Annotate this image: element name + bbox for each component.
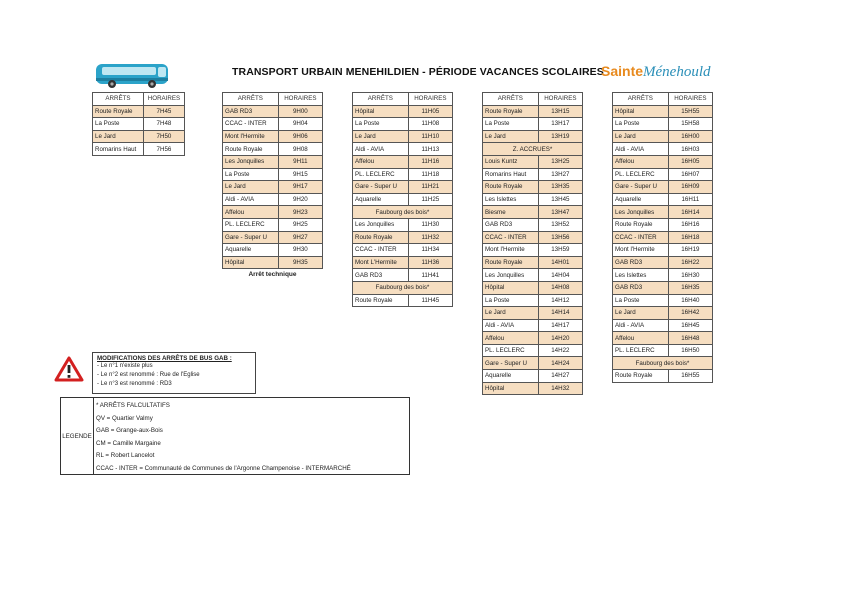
stop-name-cell: Mont l'Hermite — [223, 130, 279, 143]
stop-time-cell: 7H48 — [143, 118, 184, 131]
legend-item: GAB = Grange-aux-Bois — [96, 427, 163, 435]
stop-name-cell: CCAC - INTER — [613, 231, 669, 244]
legend-item: RL = Robert Lancelot — [96, 452, 155, 460]
stop-name-cell: Gare - Super U — [613, 181, 669, 194]
stop-name-cell: Les Jonquilles — [613, 206, 669, 219]
table-row — [483, 206, 583, 219]
table-row — [613, 370, 713, 383]
stop-time-cell: 9H27 — [278, 231, 322, 244]
table-row — [483, 181, 583, 194]
stop-time-cell: 11H10 — [408, 130, 452, 143]
stop-time-cell: 13H19 — [538, 130, 582, 143]
stop-time-cell: 9H23 — [278, 206, 322, 219]
table-row — [223, 181, 323, 194]
table-row — [353, 269, 453, 282]
stop-name-cell: La Poste — [613, 294, 669, 307]
table-row — [223, 244, 323, 257]
stop-name-cell: PL. LECLERC — [353, 168, 409, 181]
stop-time-cell: 9H17 — [278, 181, 322, 194]
stop-name-cell: Aquarelle — [483, 370, 539, 383]
table-header-row — [353, 93, 453, 106]
column-header-stop: ARRÊTS — [93, 93, 144, 106]
table-row — [93, 118, 185, 131]
stop-name-cell: Les Jonquilles — [483, 269, 539, 282]
stop-name-cell: Le Jard — [613, 307, 669, 320]
stop-time-cell: 13H52 — [538, 218, 582, 231]
stop-time-cell: 11H45 — [408, 294, 452, 307]
technical-stop-note: Arrêt technique — [248, 271, 297, 278]
stop-time-cell: 16H07 — [668, 168, 712, 181]
stop-name-cell: GAB RD3 — [223, 105, 279, 118]
stop-name-cell: Route Royale — [93, 105, 144, 118]
table-row — [613, 155, 713, 168]
table-row — [483, 269, 583, 282]
table-row — [483, 143, 583, 156]
column-header-time: HORAIRES — [408, 93, 452, 106]
legend-label: LEGENDE — [61, 398, 94, 474]
stop-name-cell: CCAC - INTER — [483, 231, 539, 244]
stop-time-cell: 11H32 — [408, 231, 452, 244]
table-header-row — [483, 93, 583, 106]
table-row — [483, 382, 583, 395]
stop-name-cell: Hôpital — [353, 105, 409, 118]
stop-name-cell: PL. LECLERC — [223, 218, 279, 231]
stop-time-cell: 9H08 — [278, 143, 322, 156]
stop-name-cell: Route Royale — [483, 181, 539, 194]
stop-time-cell: 16H05 — [668, 155, 712, 168]
column-header-stop: ARRÊTS — [353, 93, 409, 106]
stop-name-cell: Aquarelle — [223, 244, 279, 257]
table-row — [223, 105, 323, 118]
table-row — [223, 218, 323, 231]
stop-name-cell: Les Jonquilles — [223, 155, 279, 168]
logo-part1: Sainte — [601, 63, 644, 79]
stop-name-cell: La Poste — [483, 294, 539, 307]
stop-name-cell: Affelou — [223, 206, 279, 219]
stop-name-cell: GAB RD3 — [613, 256, 669, 269]
stop-name-cell: Mont l'Hermite — [483, 244, 539, 257]
column-header-time: HORAIRES — [668, 93, 712, 106]
table-row — [613, 105, 713, 118]
stop-time-cell: 15H55 — [668, 105, 712, 118]
table-row — [353, 143, 453, 156]
table-row — [483, 319, 583, 332]
stop-time-cell: 9H35 — [278, 256, 322, 269]
stop-name-cell: Hôpital — [483, 382, 539, 395]
table-row — [613, 181, 713, 194]
stop-time-cell: 14H04 — [538, 269, 582, 282]
table-row — [483, 168, 583, 181]
table-row — [93, 130, 185, 143]
stop-name-cell: Le Jard — [93, 130, 144, 143]
stop-name-cell: Louis Kuntz — [483, 155, 539, 168]
stop-time-cell: 9H04 — [278, 118, 322, 131]
stop-name-cell: Le Jard — [353, 130, 409, 143]
stop-name-cell: Hôpital — [483, 281, 539, 294]
table-row — [223, 231, 323, 244]
stop-name-cell: Aquarelle — [613, 193, 669, 206]
stop-name-cell: Aldi - AVIA — [613, 143, 669, 156]
stop-name-cell: Aquarelle — [353, 193, 409, 206]
stop-name-cell: Affelou — [483, 332, 539, 345]
logo-part2: Ménehould — [643, 64, 711, 80]
legend-item: * ARRÊTS FALCULTATIFS — [96, 402, 170, 409]
stop-time-cell: 13H59 — [538, 244, 582, 257]
stop-time-cell: 9H06 — [278, 130, 322, 143]
stop-name-cell: Gare - Super U — [483, 357, 539, 370]
table-row — [613, 344, 713, 357]
table-row — [613, 269, 713, 282]
stop-time-cell: 16H03 — [668, 143, 712, 156]
table-row — [223, 143, 323, 156]
table-row — [483, 344, 583, 357]
stop-time-cell: 11H08 — [408, 118, 452, 131]
table-row — [613, 231, 713, 244]
schedule-table-2 — [222, 92, 323, 269]
stop-time-cell: 11H41 — [408, 269, 452, 282]
stop-time-cell: 9H11 — [278, 155, 322, 168]
stop-name-cell: Affelou — [613, 332, 669, 345]
table-row — [223, 130, 323, 143]
stop-name-cell: La Poste — [483, 118, 539, 131]
stop-name-cell: Mont L'Hermite — [353, 256, 409, 269]
table-row — [613, 256, 713, 269]
table-row — [483, 370, 583, 383]
stop-time-cell: 13H15 — [538, 105, 582, 118]
table-row — [483, 105, 583, 118]
schedule-table-5 — [612, 92, 713, 383]
table-row — [353, 181, 453, 194]
stop-time-cell: 16H50 — [668, 344, 712, 357]
stop-name-cell: Route Royale — [353, 294, 409, 307]
stop-name-cell: Hôpital — [223, 256, 279, 269]
table-row — [483, 357, 583, 370]
stop-time-cell: 9H25 — [278, 218, 322, 231]
stop-name-cell: PL. LECLERC — [483, 344, 539, 357]
stop-time-cell: 16H00 — [668, 130, 712, 143]
stop-name-cell: Romarins Haut — [483, 168, 539, 181]
table-row — [223, 206, 323, 219]
table-row — [483, 231, 583, 244]
column-header-stop: ARRÊTS — [223, 93, 279, 106]
table-row — [613, 218, 713, 231]
table-row — [353, 281, 453, 294]
stop-time-cell: 16H19 — [668, 244, 712, 257]
table-header-row — [93, 93, 185, 106]
table-row — [613, 168, 713, 181]
table-row — [353, 118, 453, 131]
stop-time-cell: 13H25 — [538, 155, 582, 168]
stop-time-cell: 14H17 — [538, 319, 582, 332]
stop-time-cell: 11H34 — [408, 244, 452, 257]
stop-name-cell: GAB RD3 — [613, 281, 669, 294]
table-row — [483, 307, 583, 320]
stop-name-cell: La Poste — [223, 168, 279, 181]
stop-time-cell: 14H01 — [538, 256, 582, 269]
table-row — [93, 143, 185, 156]
table-row — [223, 155, 323, 168]
stop-name-cell: Aldi - AVIA — [613, 319, 669, 332]
stop-name-cell: GAB RD3 — [353, 269, 409, 282]
stop-name-cell: Le Jard — [613, 130, 669, 143]
stop-time-cell: 16H11 — [668, 193, 712, 206]
stop-time-cell: 13H47 — [538, 206, 582, 219]
stop-time-cell: 9H30 — [278, 244, 322, 257]
stop-name-cell: La Poste — [93, 118, 144, 131]
stop-time-cell: 14H20 — [538, 332, 582, 345]
stop-time-cell: 7H56 — [143, 143, 184, 156]
stop-time-cell: 16H14 — [668, 206, 712, 219]
table-header-row — [223, 93, 323, 106]
town-logo — [601, 63, 711, 81]
stop-name-cell: Route Royale — [613, 218, 669, 231]
stop-time-cell: 14H24 — [538, 357, 582, 370]
table-row — [353, 130, 453, 143]
table-row — [483, 130, 583, 143]
stop-name-cell: PL. LECLERC — [613, 168, 669, 181]
optional-stop-cell: Faubourg des bois* — [353, 281, 453, 294]
stop-time-cell: 13H45 — [538, 193, 582, 206]
stop-time-cell: 9H00 — [278, 105, 322, 118]
stop-time-cell: 7H45 — [143, 105, 184, 118]
stop-name-cell: Route Royale — [223, 143, 279, 156]
modifications-box — [92, 352, 256, 394]
column-header-time: HORAIRES — [538, 93, 582, 106]
stop-name-cell: Hôpital — [613, 105, 669, 118]
stop-name-cell: Route Royale — [353, 231, 409, 244]
modification-line: - Le n°3 est renommé : RD3 — [97, 381, 172, 387]
stop-time-cell: 11H36 — [408, 256, 452, 269]
column-header-time: HORAIRES — [278, 93, 322, 106]
table-row — [613, 130, 713, 143]
column-header-time: HORAIRES — [143, 93, 184, 106]
modifications-heading: MODIFICATIONS DES ARRÊTS DE BUS GAB : — [97, 355, 232, 362]
stop-name-cell: Gare - Super U — [353, 181, 409, 194]
table-row — [613, 307, 713, 320]
table-row — [483, 118, 583, 131]
table-row — [613, 143, 713, 156]
stop-time-cell: 16H42 — [668, 307, 712, 320]
table-row — [613, 332, 713, 345]
stop-time-cell: 16H16 — [668, 218, 712, 231]
stop-name-cell: Affelou — [353, 155, 409, 168]
table-row — [353, 256, 453, 269]
stop-name-cell: Le Jard — [483, 130, 539, 143]
stop-time-cell: 9H15 — [278, 168, 322, 181]
table-row — [483, 256, 583, 269]
table-row — [613, 357, 713, 370]
optional-stop-cell: Z. ACCRUES* — [483, 143, 583, 156]
optional-stop-cell: Faubourg des bois* — [613, 357, 713, 370]
warning-icon — [54, 356, 84, 382]
column-header-stop: ARRÊTS — [483, 93, 539, 106]
stop-time-cell: 11H16 — [408, 155, 452, 168]
stop-time-cell: 11H18 — [408, 168, 452, 181]
table-row — [353, 218, 453, 231]
table-header-row — [613, 93, 713, 106]
stop-time-cell: 15H58 — [668, 118, 712, 131]
stop-time-cell: 14H27 — [538, 370, 582, 383]
stop-time-cell: 11H13 — [408, 143, 452, 156]
table-row — [483, 332, 583, 345]
stop-name-cell: Le Jard — [483, 307, 539, 320]
stop-time-cell: 14H12 — [538, 294, 582, 307]
bus-icon — [94, 62, 172, 90]
table-row — [613, 244, 713, 257]
stop-name-cell: Route Royale — [483, 105, 539, 118]
table-row — [613, 281, 713, 294]
stop-time-cell: 13H35 — [538, 181, 582, 194]
table-row — [353, 231, 453, 244]
stop-time-cell: 13H27 — [538, 168, 582, 181]
table-row — [483, 155, 583, 168]
stop-time-cell: 11H25 — [408, 193, 452, 206]
table-row — [613, 319, 713, 332]
stop-name-cell: GAB RD3 — [483, 218, 539, 231]
optional-stop-cell: Faubourg des bois* — [353, 206, 453, 219]
table-row — [613, 294, 713, 307]
stop-time-cell: 9H20 — [278, 193, 322, 206]
stop-name-cell: La Poste — [353, 118, 409, 131]
table-row — [353, 168, 453, 181]
stop-time-cell: 16H40 — [668, 294, 712, 307]
table-row — [353, 193, 453, 206]
table-row — [353, 105, 453, 118]
legend-box — [60, 397, 410, 475]
schedule-table-4 — [482, 92, 583, 395]
stop-time-cell: 16H18 — [668, 231, 712, 244]
table-row — [483, 193, 583, 206]
schedule-table-1 — [92, 92, 185, 156]
stop-name-cell: Affelou — [613, 155, 669, 168]
table-row — [93, 105, 185, 118]
stop-name-cell: Biesme — [483, 206, 539, 219]
stop-time-cell: 16H55 — [668, 370, 712, 383]
stop-time-cell: 14H22 — [538, 344, 582, 357]
stop-time-cell: 16H30 — [668, 269, 712, 282]
stop-time-cell: 13H56 — [538, 231, 582, 244]
stop-name-cell: La Poste — [613, 118, 669, 131]
table-row — [483, 244, 583, 257]
table-row — [223, 256, 323, 269]
stop-name-cell: Gare - Super U — [223, 231, 279, 244]
schedule-table-3 — [352, 92, 453, 307]
stop-time-cell: 16H45 — [668, 319, 712, 332]
stop-time-cell: 14H14 — [538, 307, 582, 320]
stop-time-cell: 7H50 — [143, 130, 184, 143]
stop-name-cell: Aldi - AVIA — [483, 319, 539, 332]
table-row — [353, 294, 453, 307]
table-row — [613, 193, 713, 206]
table-row — [353, 155, 453, 168]
stop-name-cell: Mont l'Hermite — [613, 244, 669, 257]
stop-time-cell: 16H09 — [668, 181, 712, 194]
modification-line: - Le n°2 est renommé : Rue de l'Eglise — [97, 372, 200, 378]
table-row — [483, 218, 583, 231]
table-row — [483, 294, 583, 307]
table-row — [223, 118, 323, 131]
table-row — [353, 206, 453, 219]
stop-time-cell: 14H08 — [538, 281, 582, 294]
stop-time-cell: 14H32 — [538, 382, 582, 395]
stop-name-cell: CCAC - INTER — [223, 118, 279, 131]
stop-time-cell: 13H17 — [538, 118, 582, 131]
legend-item: CM = Camille Margaine — [96, 439, 161, 447]
stop-name-cell: PL. LECLERC — [613, 344, 669, 357]
stop-time-cell: 11H30 — [408, 218, 452, 231]
stop-name-cell: Romarins Haut — [93, 143, 144, 156]
table-row — [613, 118, 713, 131]
table-row — [223, 168, 323, 181]
table-row — [613, 206, 713, 219]
page-title: TRANSPORT URBAIN MENEHILDIEN - PÉRIODE VACANCES SCOLAIRES — [232, 66, 604, 78]
table-row — [483, 281, 583, 294]
stop-name-cell: Les Jonquilles — [353, 218, 409, 231]
stop-time-cell: 16H35 — [668, 281, 712, 294]
stop-name-cell: Les Islettes — [613, 269, 669, 282]
stop-name-cell: Les Islettes — [483, 193, 539, 206]
table-row — [223, 193, 323, 206]
stop-name-cell: Route Royale — [483, 256, 539, 269]
stop-name-cell: CCAC - INTER — [353, 244, 409, 257]
legend-item: QV = Quartier Valmy — [96, 414, 153, 422]
modification-line: - Le n°1 n'existe plus — [97, 363, 153, 369]
stop-name-cell: Aldi - AVIA — [353, 143, 409, 156]
stop-time-cell: 11H05 — [408, 105, 452, 118]
stop-name-cell: Le Jard — [223, 181, 279, 194]
column-header-stop: ARRÊTS — [613, 93, 669, 106]
stop-time-cell: 16H22 — [668, 256, 712, 269]
table-row — [353, 244, 453, 257]
stop-time-cell: 11H21 — [408, 181, 452, 194]
legend-item: CCAC - INTER = Communauté de Communes de l'Argonne Champenoise - INTERMARCHÉ — [96, 464, 351, 472]
stop-name-cell: Aldi - AVIA — [223, 193, 279, 206]
stop-name-cell: Route Royale — [613, 370, 669, 383]
stop-time-cell: 16H48 — [668, 332, 712, 345]
